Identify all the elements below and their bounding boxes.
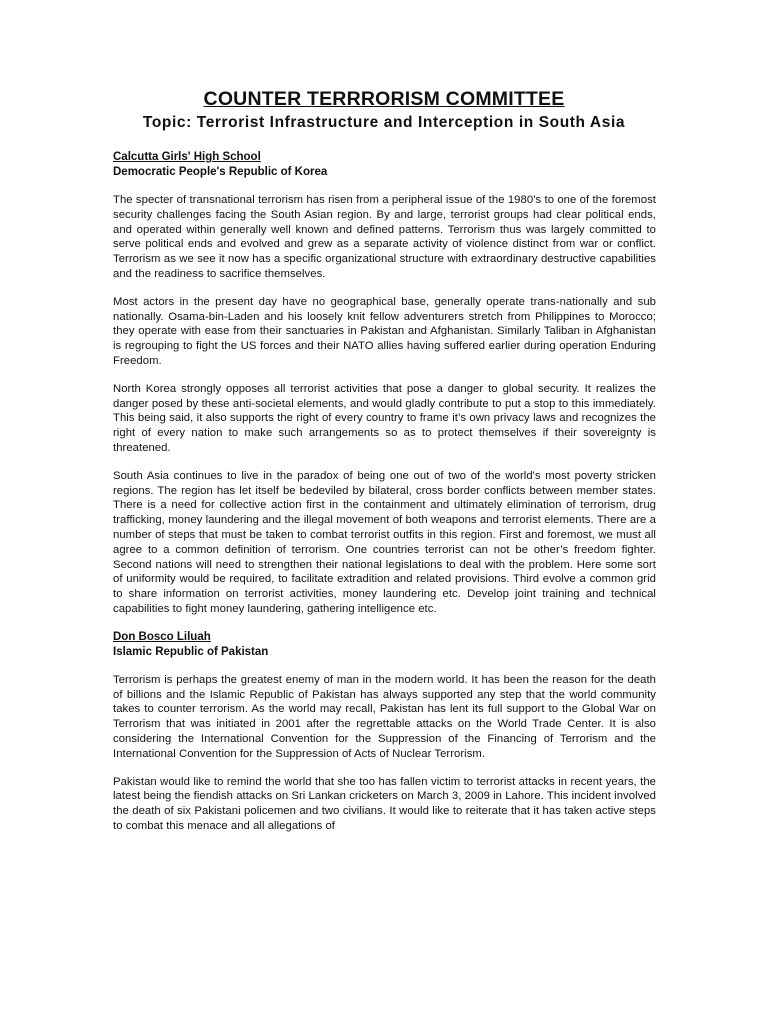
delegate-section-korea: [113, 150, 656, 617]
delegate-section-pakistan: [113, 630, 656, 834]
paragraph: Terrorism is perhaps the greatest enemy of man in the modern world. It has been the reason for the death of billions and the Islamic Republic of Pakistan has always supported any step that the world community takes to counter terrorism. As the world may recall, Pakistan has lent its full support to the Global War on Terrorism that was initiated in 2001 after the regrettable attacks on the World Trade Center. It is also considering the International Convention for the Suppression of the Financing of Terrorism and the International Convention for the Suppression of Acts of Nuclear Terrorism.: [113, 673, 656, 760]
document-topic: Topic: Terrorist Infrastructure and Interception in South Asia: [142, 114, 626, 131]
paragraph: Most actors in the present day have no geographical base, generally operate trans-nationally and sub nationally. Osama-bin-Laden and his loosely knit fellow adventurers stretch from Philippines to Morocco; they operate with ease from their sanctuaries in Pakistan and Afghanistan. Similarly Taliban in Afghanistan is regrouping to fight the US forces and their NATO allies having suffered earlier during operation Enduring Freedom.: [113, 295, 656, 367]
paragraph: North Korea strongly opposes all terrorist activities that pose a danger to global security. It realizes the danger posed by these anti-societal elements, and would gladly contribute to put a stop to this immediately. This being said, it also supports the right of every country to frame it’s own privacy laws and recognizes the right of every nation to make such arrangements so as to protect themselves if their sovereignty is threatened.: [113, 382, 656, 454]
country-name: Democratic People's Republic of Korea: [113, 166, 328, 178]
school-name: Calcutta Girls' High School: [113, 151, 261, 163]
document-body: [113, 150, 656, 847]
document-title: COUNTER TERRRORISM COMMITTEE: [203, 88, 565, 110]
paragraph: Pakistan would like to remind the world that she too has fallen victim to terrorist attacks in recent years, the latest being the fiendish attacks on Sri Lankan cricketers on March 3, 2009 in Lahore. This incident involved the death of six Pakistani policemen and two civilians. It would like to reiterate that it has taken active steps to combat this menace and all allegations of: [113, 775, 656, 832]
country-name: Islamic Republic of Pakistan: [113, 645, 269, 658]
paragraph: The specter of transnational terrorism has risen from a peripheral issue of the 1980’s to one of the foremost security challenges facing the South Asian region. By and large, terrorist groups had clear political ends, and operated within generally well known and defined patterns. Terrorism thus was largely committed to serve political ends and evolved and grew as a separate activity of violence distinct from war or conflict. Terrorism as we see it now has a specific organizational structure with extraordinary destructive capabilities and the readiness to sacrifice themselves.: [113, 194, 656, 280]
paragraph: South Asia continues to live in the paradox of being one out of two of the world's most poverty stricken regions. The region has let itself be bedeviled by bilateral, cross border conflicts between member states. There is a need for collective action first in the containment and ultimately elimination of terrorism, drug trafficking, money laundering and the illegal movement of both weapons and terrorist elements. There are a number of steps that must be taken to combat terrorist outfits in this region. First and foremost, we must all agree to a common definition of terrorism. One countries terrorist can not be other’s freedom fighter. Second nations will need to strengthen their national legislations to deal with the problem. Here some sort of uniformity would be required, to facilitate extradition and related provisions. Third evolve a common grid to share information on terrorist activities, money laundering etc. Develop joint training and technical capabilities to fight money laundering, gathering intelligence etc.: [113, 469, 656, 615]
school-name: Don Bosco Liluah: [113, 630, 211, 643]
